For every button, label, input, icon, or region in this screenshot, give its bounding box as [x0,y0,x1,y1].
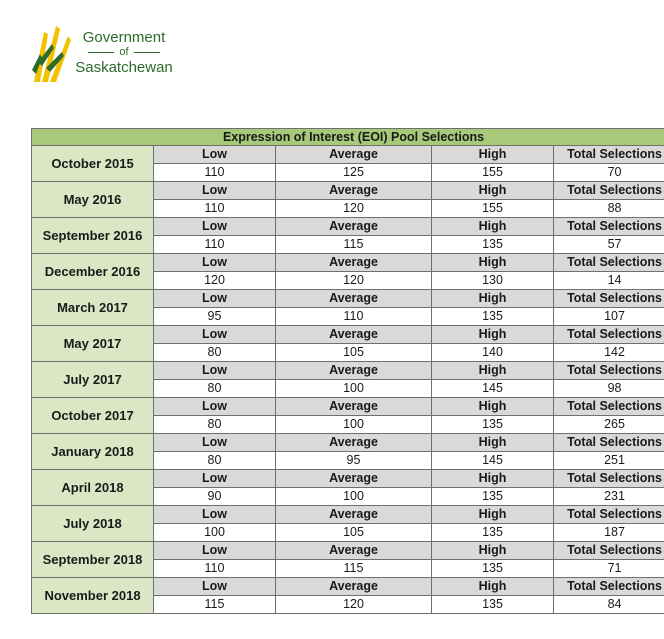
value-total-selections: 14 [554,272,664,290]
value-total-selections: 57 [554,236,664,254]
column-header-total-selections: Total Selections [554,182,664,200]
column-header-total-selections: Total Selections [554,578,664,596]
column-header-high: High [432,398,554,416]
value-total-selections: 187 [554,524,664,542]
column-header-average: Average [276,254,432,272]
table-header-row [32,362,664,380]
value-low: 100 [154,524,276,542]
column-header-low: Low [154,470,276,488]
value-low: 95 [154,308,276,326]
column-header-average: Average [276,326,432,344]
table-header-row [32,578,664,596]
value-high: 145 [432,380,554,398]
column-header-low: Low [154,182,276,200]
selection-date: September 2016 [32,218,154,254]
column-header-total-selections: Total Selections [554,146,664,164]
value-high: 135 [432,236,554,254]
government-logo [28,22,178,86]
selection-date: November 2018 [32,578,154,614]
column-header-average: Average [276,470,432,488]
column-header-total-selections: Total Selections [554,398,664,416]
column-header-total-selections: Total Selections [554,434,664,452]
column-header-average: Average [276,218,432,236]
value-average: 110 [276,308,432,326]
column-header-high: High [432,506,554,524]
column-header-low: Low [154,254,276,272]
value-total-selections: 70 [554,164,664,182]
value-high: 135 [432,488,554,506]
value-average: 100 [276,488,432,506]
value-average: 120 [276,272,432,290]
value-high: 155 [432,200,554,218]
selection-date: May 2016 [32,182,154,218]
column-header-total-selections: Total Selections [554,254,664,272]
table-header-row [32,254,664,272]
column-header-low: Low [154,398,276,416]
value-low: 120 [154,272,276,290]
eoi-pool-selections-table [31,128,664,614]
column-header-total-selections: Total Selections [554,470,664,488]
value-average: 105 [276,524,432,542]
column-header-average: Average [276,290,432,308]
value-high: 155 [432,164,554,182]
column-header-high: High [432,578,554,596]
value-low: 110 [154,560,276,578]
selection-date: October 2015 [32,146,154,182]
column-header-low: Low [154,146,276,164]
value-average: 100 [276,416,432,434]
value-low: 115 [154,596,276,614]
column-header-high: High [432,470,554,488]
value-high: 145 [432,452,554,470]
value-total-selections: 84 [554,596,664,614]
value-low: 110 [154,236,276,254]
column-header-high: High [432,434,554,452]
value-total-selections: 265 [554,416,664,434]
column-header-low: Low [154,218,276,236]
column-header-high: High [432,146,554,164]
value-high: 130 [432,272,554,290]
column-header-average: Average [276,362,432,380]
selection-date: July 2018 [32,506,154,542]
selection-date: September 2018 [32,542,154,578]
column-header-low: Low [154,362,276,380]
value-average: 100 [276,380,432,398]
value-total-selections: 71 [554,560,664,578]
value-total-selections: 142 [554,344,664,362]
value-high: 135 [432,524,554,542]
value-high: 140 [432,344,554,362]
selection-date: July 2017 [32,362,154,398]
table-header-row [32,506,664,524]
logo-of-text: of [72,47,176,58]
column-header-total-selections: Total Selections [554,290,664,308]
table-header-row [32,326,664,344]
value-low: 110 [154,200,276,218]
selection-date: January 2018 [32,434,154,470]
value-high: 135 [432,560,554,578]
table-header-row [32,218,664,236]
value-total-selections: 88 [554,200,664,218]
column-header-high: High [432,254,554,272]
column-header-high: High [432,218,554,236]
column-header-low: Low [154,506,276,524]
selection-date: March 2017 [32,290,154,326]
table-header-row [32,542,664,560]
value-average: 105 [276,344,432,362]
value-average: 95 [276,452,432,470]
column-header-total-selections: Total Selections [554,542,664,560]
table-header-row [32,182,664,200]
value-average: 120 [276,200,432,218]
value-low: 80 [154,452,276,470]
logo-province-text: Saskatchewan [75,59,173,76]
value-total-selections: 107 [554,308,664,326]
column-header-low: Low [154,542,276,560]
value-low: 90 [154,488,276,506]
value-average: 115 [276,236,432,254]
column-header-average: Average [276,542,432,560]
value-low: 80 [154,416,276,434]
column-header-total-selections: Total Selections [554,326,664,344]
column-header-average: Average [276,146,432,164]
column-header-average: Average [276,182,432,200]
table-header-row [32,146,664,164]
table-header-row [32,434,664,452]
column-header-average: Average [276,506,432,524]
table-body [32,146,664,614]
value-high: 135 [432,308,554,326]
column-header-average: Average [276,578,432,596]
value-average: 125 [276,164,432,182]
selection-date: December 2016 [32,254,154,290]
selection-date: May 2017 [32,326,154,362]
value-total-selections: 98 [554,380,664,398]
selection-date: October 2017 [32,398,154,434]
selection-date: April 2018 [32,470,154,506]
table-header-row [32,398,664,416]
column-header-low: Low [154,434,276,452]
column-header-total-selections: Total Selections [554,506,664,524]
logo-government-text: Government [82,29,166,46]
column-header-high: High [432,290,554,308]
column-header-high: High [432,182,554,200]
column-header-total-selections: Total Selections [554,362,664,380]
column-header-high: High [432,362,554,380]
value-average: 120 [276,596,432,614]
column-header-high: High [432,542,554,560]
column-header-low: Low [154,326,276,344]
value-total-selections: 231 [554,488,664,506]
table-title: Expression of Interest (EOI) Pool Selections [32,129,664,146]
value-total-selections: 251 [554,452,664,470]
wheat-sheaf-icon [28,22,78,86]
value-low: 80 [154,344,276,362]
table-header-row [32,290,664,308]
column-header-average: Average [276,434,432,452]
column-header-low: Low [154,290,276,308]
value-average: 115 [276,560,432,578]
column-header-low: Low [154,578,276,596]
column-header-high: High [432,326,554,344]
table-header-row [32,470,664,488]
value-high: 135 [432,596,554,614]
column-header-average: Average [276,398,432,416]
value-low: 110 [154,164,276,182]
value-low: 80 [154,380,276,398]
column-header-total-selections: Total Selections [554,218,664,236]
value-high: 135 [432,416,554,434]
